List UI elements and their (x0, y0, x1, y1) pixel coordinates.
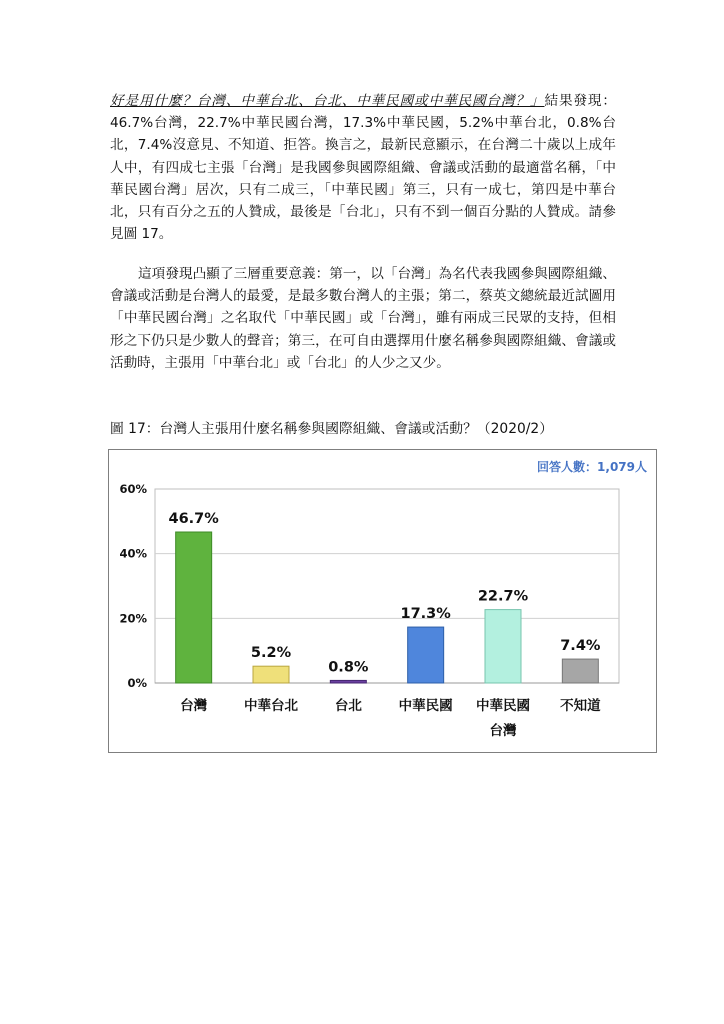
y-tick-label: 0% (127, 676, 147, 690)
y-tick-label: 40% (119, 546, 147, 561)
paragraph-results (110, 90, 616, 245)
survey-question-quote: 好是用什麼？台灣、中華台北、台北、中華民國或中華民國台灣？」 (110, 93, 545, 109)
results-text: 結果發現：46.7%台灣，22.7%中華民國台灣，17.3%中華民國，5.2%中華台北，0.8%台北，7.4%沒意見、不知道、拒答。換言之，最新民意顯示，在台灣二十歲以上成年人中，有四成七主張「台灣」是我國參與國際組織、會議或活動的最適當名稱，「中華民國台灣」居次，只有二成三，「中華民國」第三，只有一成七，第四是中華台北，只有百分之五的人贊成，最後是「台北」，只有不到一個百分點的人贊成。請參見圖 17。 (110, 93, 617, 243)
bar (330, 680, 366, 683)
bar (485, 610, 521, 683)
x-category-label: 中華民國 (476, 698, 530, 714)
bar (562, 659, 598, 683)
x-category-label: 台灣 (180, 698, 208, 714)
x-category-label: 台北 (334, 698, 362, 714)
y-tick-label: 20% (119, 611, 147, 626)
bar-value-label: 7.4% (560, 638, 601, 655)
y-tick-label: 60% (119, 482, 147, 496)
bar (408, 627, 444, 683)
bar-chart (109, 450, 656, 752)
bar-value-label: 22.7% (477, 588, 529, 605)
bar-value-label: 46.7% (168, 511, 219, 528)
bar-value-label: 5.2% (250, 645, 292, 662)
figure-title: 圖 17：台灣人主張用什麼名稱參與國際組織、會議或活動？（2020/2） (110, 421, 553, 437)
x-category-label: 中華民國 (398, 698, 453, 714)
bar-value-label: 17.3% (400, 606, 451, 623)
bar-chart-frame (108, 449, 657, 753)
paragraph-implications: 這項發現凸顯了三層重要意義：第一，以「台灣」為名代表我國參與國際組織、會議或活動是台灣人的最愛，是最多數台灣人的主張；第二，蔡英文總統最近試圖用「中華民國台灣」之名取代「中華民國」或「台灣」，雖有兩成三民眾的支持，但相形之下仍只是少數人的聲音；第三，在可自由選擇用什麼名稱參與國際組織、會議或活動時，主張用「中華台北」或「台北」的人少之又少。 (110, 266, 616, 371)
bar-value-label: 0.8% (328, 659, 369, 676)
bar (176, 532, 212, 683)
bar (253, 666, 289, 683)
plot-area (155, 489, 619, 683)
x-category-label: 不知道 (560, 698, 601, 714)
x-category-label: 中華台北 (244, 698, 298, 714)
response-count-annotation: 回答人數：1,079人 (537, 460, 647, 474)
x-category-label-line2: 台灣 (489, 723, 517, 739)
